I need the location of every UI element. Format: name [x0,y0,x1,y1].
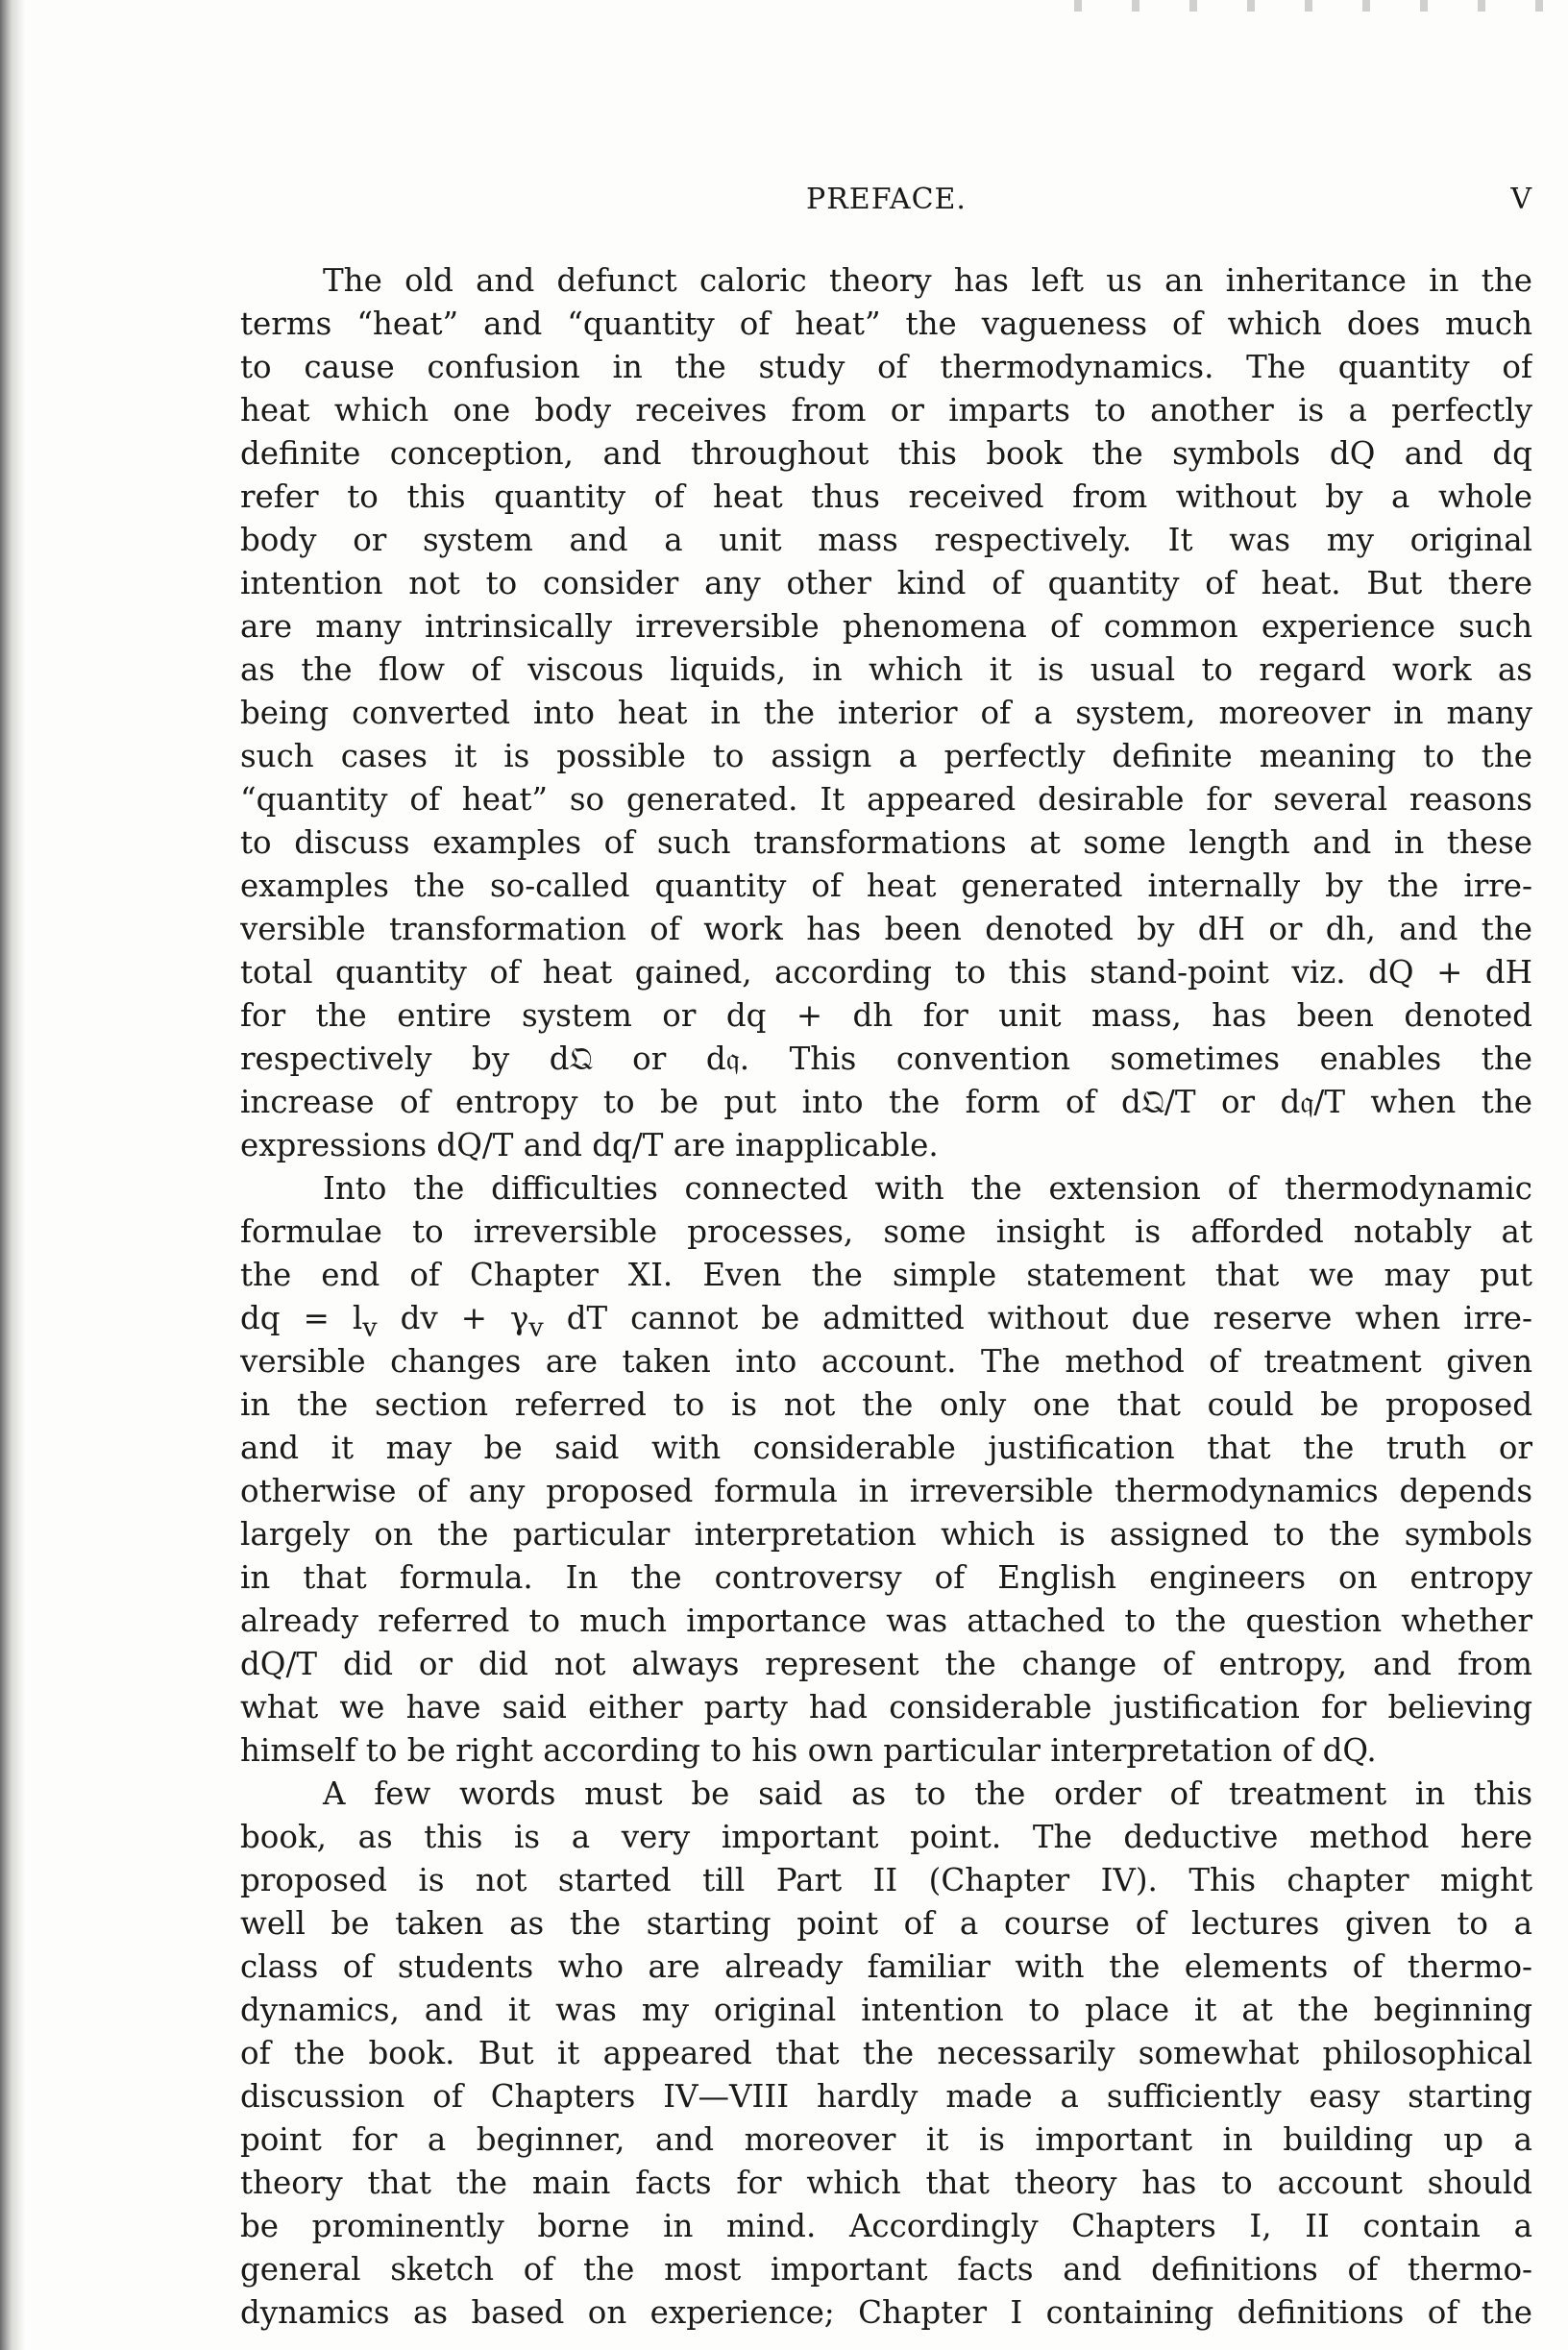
text-line: A few words must be said as to the order of treatment in this [323,1775,1532,1812]
text-line: total quantity of heat gained, according to this stand-point viz. dQ + dH [240,954,1532,991]
text-line: dQ/T did or did not always represent the change of entropy, and from [240,1646,1532,1682]
text-line: refer to this quantity of heat thus received from without by a whole [240,478,1532,515]
text-line: book, as this is a very important point. The deductive method here [240,1819,1532,1855]
text-line: largely on the particular interpretation which is assigned to the symbols [240,1516,1532,1553]
text-line: body or system and a unit mass respectively. It was my original [240,522,1532,558]
text-line: theory that the main facts for which that theory has to account should [240,2165,1532,2201]
text-line: dynamics as based on experience; Chapter I containing definitions of the [240,2294,1532,2331]
text-line: examples the so-called quantity of heat generated internally by the irre- [240,868,1532,904]
text-line: general sketch of the most important facts and definitions of thermo- [240,2251,1532,2288]
page-binding-edge [0,0,25,2350]
text-line: already referred to much importance was attached to the question whether [240,1603,1532,1639]
text-line: versible transformation of work has been denoted by dH or dh, and the [240,911,1532,947]
text-line: such cases it is possible to assign a perfectly definite meaning to the [240,738,1532,774]
text-line: otherwise of any proposed formula in irreversible thermodynamics depends [240,1473,1532,1509]
text-line: dq = $l_v$ dv + $\gamma_v$ dT cannot be admitted without due reserve when irre- [240,1300,1532,1340]
text-line: of the book. But it appeared that the necessarily somewhat philosophical [240,2035,1532,2071]
text-line: versible changes are taken into account. The method of treatment given [240,1343,1532,1380]
text-line: discussion of Chapters IV—VIII hardly made a sufficiently easy starting [240,2078,1532,2115]
text-line: be prominently borne in mind. Accordingly Chapters I, II contain a [240,2208,1532,2244]
text-line: and it may be said with considerable justification that the truth or [240,1430,1532,1466]
text-line: in the section referred to is not the only one that could be proposed [240,1386,1532,1423]
running-header [240,183,1532,227]
text-line: to discuss examples of such transformations at some length and in these [240,824,1532,861]
text-line: formulae to irreversible processes, some insight is afforded notably at [240,1213,1532,1250]
text-line: heat which one body receives from or imparts to another is a perfectly [240,392,1532,428]
text-line: class of students who are already familiar with the elements of thermo- [240,1948,1532,1985]
text-line: the end of Chapter XI. Even the simple statement that we may put [240,1257,1532,1293]
text-line: dynamics, and it was my original intention to place it at the beginning [240,1992,1532,2028]
text-line: proposed is not started till Part II (Chapter IV). This chapter might [240,1862,1532,1898]
text-line: are many intrinsically irreversible phenomena of common experience such [240,608,1532,645]
text-line: terms “heat” and “quantity of heat” the vagueness of which does much [240,306,1532,342]
text-line: definite conception, and throughout this book the symbols dQ and dq [240,435,1532,472]
text-line: expressions dQ/T and dq/T are inapplicable. [240,1127,939,1163]
page-title: PREFACE. [806,183,967,216]
text-line: to cause confusion in the study of thermodynamics. The quantity of [240,349,1532,385]
text-line: intention not to consider any other kind of quantity of heat. But there [240,565,1532,601]
scan-specks [1057,0,1556,12]
text-line: for the entire system or dq + dh for unit mass, has been denoted [240,997,1532,1034]
preface-body [240,259,1532,2331]
text-line: respectively by d𝔔 or d𝔮. This convention sometimes enables the [240,1040,1532,1077]
text-line: what we have said either party had considerable justification for believing [240,1689,1532,1726]
text-line: The old and defunct caloric theory has left us an inheritance in the [323,262,1532,299]
text-line: as the flow of viscous liquids, in which it is usual to regard work as [240,651,1532,688]
text-line: increase of entropy to be put into the form of d𝔔/T or d𝔮/T when the [240,1084,1532,1120]
text-line: point for a beginner, and moreover it is important in building up a [240,2121,1532,2158]
text-line: well be taken as the starting point of a course of lectures given to a [240,1905,1532,1942]
text-line: in that formula. In the controversy of English engineers on entropy [240,1559,1532,1596]
text-line: Into the difficulties connected with the extension of thermodynamic [323,1170,1532,1207]
page-number: V [1510,183,1532,216]
text-line: being converted into heat in the interior of a system, moreover in many [240,695,1532,731]
text-line: himself to be right according to his own particular interpretation of dQ. [240,1732,1377,1769]
text-line: “quantity of heat” so generated. It appeared desirable for several reasons [240,781,1532,818]
